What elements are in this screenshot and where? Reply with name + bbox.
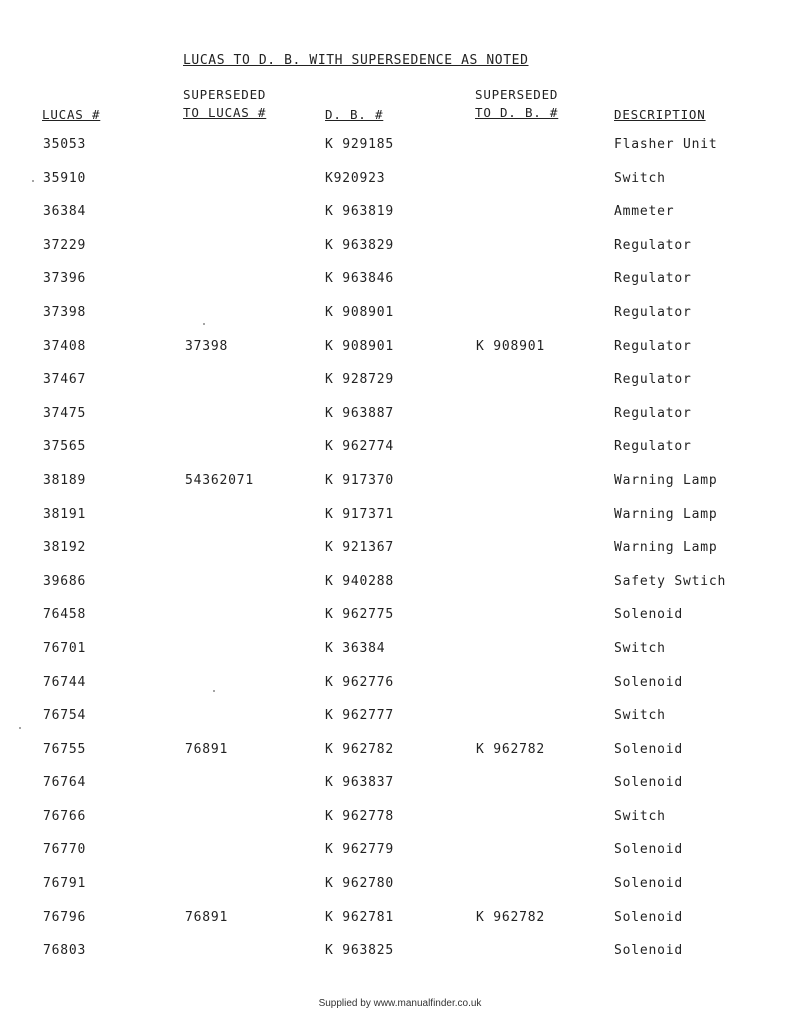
cell-db: K 962782: [325, 741, 395, 757]
cell-lucas: 76803: [43, 943, 87, 959]
cell-description: Safety Swtich: [614, 573, 727, 589]
cell-lucas: 36384: [43, 204, 87, 220]
table-row: [0, 437, 800, 471]
cell-description: Solenoid: [614, 943, 684, 959]
cell-db: K 940288: [325, 573, 395, 589]
cell-superseded-lucas: 54362071: [185, 472, 255, 488]
cell-superseded-lucas: 76891: [185, 909, 229, 925]
cell-db: K 962781: [325, 909, 395, 925]
table-row: [0, 303, 800, 337]
cell-db: K 917370: [325, 472, 395, 488]
table-row: [0, 740, 800, 774]
table-row: [0, 874, 800, 908]
cell-db: K920923: [325, 170, 386, 186]
cell-lucas: 76766: [43, 808, 87, 824]
cell-description: Regulator: [614, 237, 692, 253]
table-row: [0, 706, 800, 740]
table-row: [0, 941, 800, 975]
header-superseded-lucas-line1: SUPERSEDED: [183, 87, 267, 102]
cell-lucas: 38191: [43, 506, 87, 522]
cell-db: K 962775: [325, 607, 395, 623]
cell-db: K 963887: [325, 405, 395, 421]
table-row: [0, 471, 800, 505]
cell-lucas: 35910: [43, 170, 87, 186]
cell-lucas: 76770: [43, 842, 87, 858]
header-db-label: D. B. #: [325, 107, 384, 122]
cell-description: Warning Lamp: [614, 472, 718, 488]
cell-lucas: 76701: [43, 640, 87, 656]
cell-description: Regulator: [614, 439, 692, 455]
table-row: [0, 269, 800, 303]
cell-description: Switch: [614, 170, 666, 186]
table-row: [0, 807, 800, 841]
scan-speck: [19, 727, 21, 729]
table-row: [0, 538, 800, 572]
header-superseded-lucas-line2: TO LUCAS #: [183, 105, 267, 120]
cell-db: K 963846: [325, 271, 395, 287]
cell-lucas: 37475: [43, 405, 87, 421]
cell-description: Switch: [614, 640, 666, 656]
scan-speck: [203, 323, 205, 325]
cell-db: K 36384: [325, 640, 386, 656]
cell-lucas: 76764: [43, 775, 87, 791]
table-row: [0, 337, 800, 371]
table-row: [0, 840, 800, 874]
cell-db: K 917371: [325, 506, 395, 522]
scan-speck: [32, 180, 34, 182]
cell-lucas: 38189: [43, 472, 87, 488]
table-row: [0, 639, 800, 673]
cell-superseded-db: K 962782: [476, 741, 546, 757]
header-superseded-db-line2: TO D. B. #: [475, 105, 559, 120]
cell-description: Flasher Unit: [614, 137, 718, 152]
table-row: [0, 135, 800, 169]
cell-db: K 963829: [325, 237, 395, 253]
cell-db: K 921367: [325, 540, 395, 556]
table-row: [0, 773, 800, 807]
cell-superseded-lucas: 37398: [185, 338, 229, 354]
cell-lucas: 76791: [43, 876, 87, 892]
cell-lucas: 37408: [43, 338, 87, 354]
table-row: [0, 169, 800, 203]
cell-db: K 963819: [325, 204, 395, 220]
cell-description: Solenoid: [614, 741, 684, 757]
cell-db: K 928729: [325, 372, 395, 388]
cell-lucas: 76796: [43, 909, 87, 925]
cell-description: Regulator: [614, 372, 692, 388]
cell-description: Warning Lamp: [614, 540, 718, 556]
header-description-label: DESCRIPTION: [614, 107, 706, 122]
cell-lucas: 76744: [43, 674, 87, 690]
header-lucas-number: [42, 106, 100, 124]
cell-description: Regulator: [614, 338, 692, 354]
header-superseded-db-line1: SUPERSEDED: [475, 87, 559, 102]
cell-description: Solenoid: [614, 909, 684, 925]
cell-description: Warning Lamp: [614, 506, 718, 522]
cell-lucas: 37229: [43, 237, 87, 253]
cell-description: Solenoid: [614, 674, 684, 690]
header-superseded-to-db: [475, 86, 558, 122]
cell-description: Ammeter: [614, 204, 675, 220]
scan-speck: [213, 690, 215, 692]
footer-supplied-by: Supplied by www.manualfinder.co.uk: [318, 998, 482, 1009]
cell-db: K 963837: [325, 775, 395, 791]
cell-lucas: 76754: [43, 708, 87, 724]
cell-db: K 929185: [325, 137, 395, 152]
cell-db: K 962777: [325, 708, 395, 724]
cell-superseded-db: K 908901: [476, 338, 546, 354]
cell-description: Switch: [614, 808, 666, 824]
cell-db: K 962778: [325, 808, 395, 824]
cell-lucas: 37398: [43, 304, 87, 320]
cell-description: Regulator: [614, 304, 692, 320]
cell-superseded-lucas: 76891: [185, 741, 229, 757]
cell-lucas: 37396: [43, 271, 87, 287]
header-db-number: [325, 106, 383, 124]
cell-db: K 908901: [325, 338, 395, 354]
parts-table: [0, 135, 800, 975]
table-row: [0, 673, 800, 707]
table-row: [0, 370, 800, 404]
header-lucas-label: LUCAS #: [42, 107, 101, 122]
cell-lucas: 76755: [43, 741, 87, 757]
cell-db: K 963825: [325, 943, 395, 959]
table-row: [0, 505, 800, 539]
cell-description: Switch: [614, 708, 666, 724]
cell-description: Solenoid: [614, 775, 684, 791]
cell-superseded-db: K 962782: [476, 909, 546, 925]
cell-description: Solenoid: [614, 842, 684, 858]
header-description: [614, 106, 706, 124]
cell-description: Regulator: [614, 405, 692, 421]
page-title: LUCAS TO D. B. WITH SUPERSEDENCE AS NOTED: [183, 53, 529, 68]
cell-lucas: 37565: [43, 439, 87, 455]
cell-description: Solenoid: [614, 607, 684, 623]
cell-description: Solenoid: [614, 876, 684, 892]
cell-db: K 962780: [325, 876, 395, 892]
header-superseded-to-lucas: [183, 86, 266, 122]
table-row: [0, 572, 800, 606]
cell-description: Regulator: [614, 271, 692, 287]
cell-lucas: 35053: [43, 137, 87, 152]
table-row: [0, 908, 800, 942]
cell-lucas: 37467: [43, 372, 87, 388]
cell-lucas: 39686: [43, 573, 87, 589]
table-row: [0, 404, 800, 438]
cell-lucas: 38192: [43, 540, 87, 556]
table-row: [0, 202, 800, 236]
cell-db: K 962776: [325, 674, 395, 690]
cell-db: K 908901: [325, 304, 395, 320]
table-row: [0, 236, 800, 270]
cell-db: K 962774: [325, 439, 395, 455]
table-row: [0, 605, 800, 639]
cell-db: K 962779: [325, 842, 395, 858]
cell-lucas: 76458: [43, 607, 87, 623]
